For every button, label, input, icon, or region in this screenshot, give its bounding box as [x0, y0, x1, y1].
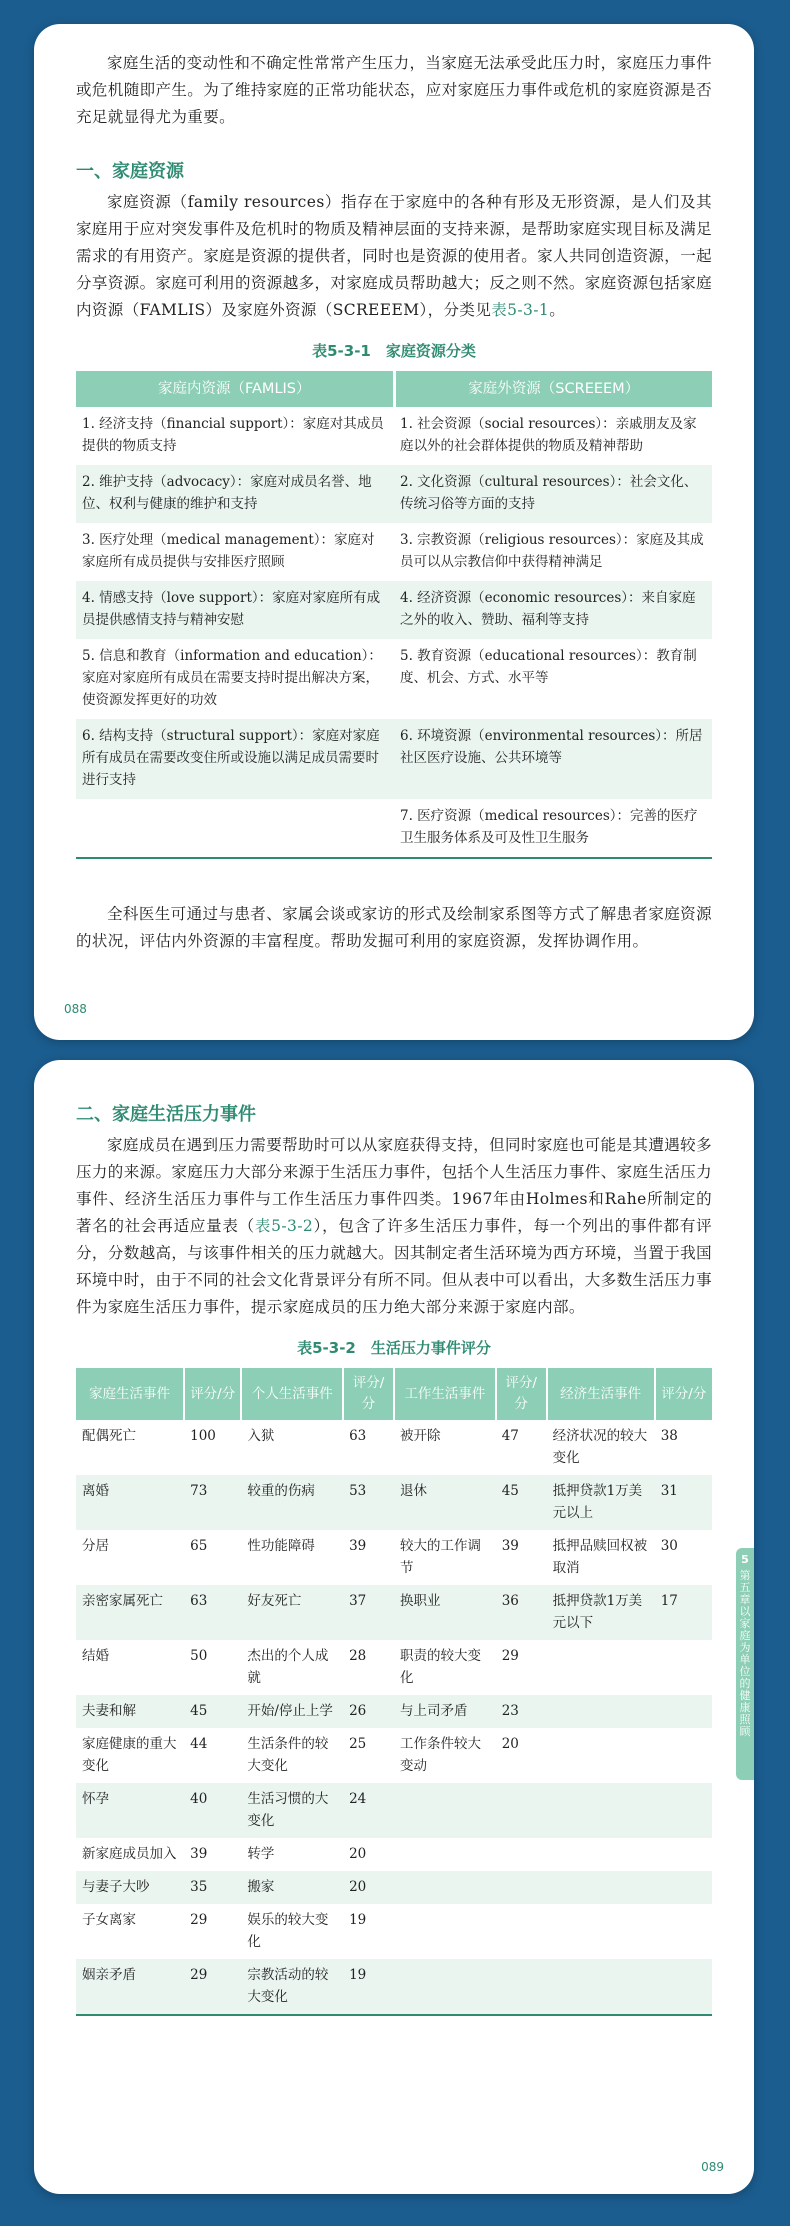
table-row [76, 1695, 712, 1728]
score-cell: 50 [190, 1648, 208, 1664]
table-row [76, 1904, 712, 1959]
intro-paragraph: 家庭生活的变动性和不确定性常常产生压力，当家庭无法承受此压力时，家庭压力事件或危机随即产生。为了维持家庭的正常功能状态，应对家庭压力事件或危机的家庭资源是否充足就显得尤为重要。 [76, 54, 713, 126]
event-cell [394, 1783, 496, 1838]
table-row [76, 1475, 712, 1530]
table-row [76, 1585, 712, 1640]
score-cell [496, 1783, 547, 1838]
score-cell: 53 [343, 1475, 394, 1530]
event-cell: 性功能障碍 [247, 1538, 315, 1554]
score-cell [496, 1959, 547, 2015]
event-cell: 好友死亡 [241, 1585, 343, 1640]
event-cell [547, 1695, 655, 1728]
score-cell: 47 [501, 1428, 519, 1444]
event-cell: 退休 [394, 1475, 496, 1530]
event-cell: 抵押贷款1万美元以下 [547, 1585, 655, 1640]
table-row [76, 465, 712, 523]
score-cell [655, 1959, 712, 2015]
score-cell: 38 [660, 1428, 678, 1444]
header-screeem: 家庭外资源（SCREEEM） [394, 371, 712, 407]
table-cell: 1. 经济支持（financial support）：家庭对其成员提供的物质支持 [82, 416, 384, 454]
page-088 [34, 24, 754, 1040]
event-cell [547, 1904, 655, 1959]
event-cell [547, 1783, 655, 1838]
score-cell: 29 [190, 1912, 208, 1928]
event-cell: 与上司矛盾 [394, 1695, 496, 1728]
event-cell: 杰出的个人成就 [247, 1648, 329, 1686]
header-work-events: 工作生活事件 [394, 1368, 496, 1420]
event-cell: 入狱 [247, 1428, 275, 1444]
score-cell: 45 [184, 1695, 241, 1728]
header-score: 评分/分 [343, 1368, 394, 1420]
event-cell: 结婚 [82, 1648, 109, 1664]
score-cell: 20 [349, 1846, 367, 1862]
life-stress-events-table [76, 1368, 712, 2016]
table-row [76, 1530, 712, 1585]
score-cell [655, 1695, 712, 1728]
chapter-title: 第五章 以家庭为单位的健康照顾 [739, 1569, 751, 1738]
score-cell [655, 1640, 712, 1695]
score-cell: 19 [343, 1959, 394, 2015]
score-cell [655, 1838, 712, 1871]
table-cell: 4. 情感支持（love support）：家庭对家庭所有成员提供感情支持与精神安慰 [76, 581, 394, 639]
event-cell [394, 1959, 496, 2015]
event-cell: 较大的工作调节 [399, 1538, 481, 1576]
event-cell [547, 1871, 655, 1904]
event-cell: 娱乐的较大变化 [247, 1912, 329, 1950]
table-cell: 3. 宗教资源（religious resources）：家庭及其成员可以从宗教信仰中获得精神满足 [400, 532, 704, 570]
score-cell: 65 [190, 1538, 208, 1554]
score-cell: 45 [496, 1475, 547, 1530]
event-cell: 子女离家 [82, 1912, 136, 1928]
table-cell: 5. 信息和教育（information and education）：家庭对家庭所有成员在需要支持时提出解决方案，使资源发挥更好的功效 [82, 648, 382, 708]
outro-paragraph: 全科医生可通过与患者、家属会谈或家访的形式及绘制家系图等方式了解患者家庭资源的状况，评估内外资源的丰富程度。帮助发掘可利用的家庭资源，发挥协调作用。 [76, 905, 712, 950]
event-cell [547, 1728, 655, 1783]
paragraph-end: 。 [549, 301, 566, 319]
score-cell: 63 [349, 1428, 367, 1444]
event-cell: 配偶死亡 [82, 1428, 136, 1444]
score-cell: 24 [343, 1783, 394, 1838]
score-cell: 73 [184, 1475, 241, 1530]
chapter-side-tab [736, 1548, 754, 1780]
stress-events-paragraph [76, 1132, 712, 1321]
table-row [76, 1728, 712, 1783]
score-cell [655, 1871, 712, 1904]
table-caption: 表5-3-2 生活压力事件评分 [297, 1339, 491, 1357]
section-title-family-resources: 一、家庭资源 [76, 161, 184, 182]
event-cell [394, 1838, 496, 1871]
score-cell: 36 [496, 1585, 547, 1640]
header-score: 评分/分 [496, 1368, 547, 1420]
score-cell: 28 [349, 1648, 367, 1664]
event-cell [547, 1640, 655, 1695]
header-family-events: 家庭生活事件 [76, 1368, 184, 1420]
score-cell: 39 [501, 1538, 519, 1554]
score-cell [655, 1904, 712, 1959]
score-cell: 31 [655, 1475, 712, 1530]
table-ref-link[interactable]: 表5-3-1 [491, 301, 550, 319]
event-cell: 搬家 [241, 1871, 343, 1904]
table-row [76, 1959, 712, 2015]
event-cell: 分居 [82, 1538, 109, 1554]
event-cell: 家庭健康的重大变化 [82, 1736, 177, 1774]
score-cell: 20 [501, 1736, 519, 1752]
table-row [76, 1871, 712, 1904]
chapter-number: 5 [741, 1553, 749, 1566]
table-cell: 5. 教育资源（educational resources）：教育制度、机会、方式、水平等 [400, 648, 697, 686]
page-089 [34, 1060, 754, 2194]
header-score: 评分/分 [655, 1368, 712, 1420]
score-cell [496, 1904, 547, 1959]
score-cell: 35 [184, 1871, 241, 1904]
table-row [76, 581, 712, 639]
event-cell: 被开除 [399, 1428, 441, 1444]
score-cell [496, 1871, 547, 1904]
event-cell: 夫妻和解 [76, 1695, 184, 1728]
table-cell: 4. 经济资源（economic resources）：来自家庭之外的收入、赞助、福利等支持 [394, 581, 712, 639]
score-cell: 26 [343, 1695, 394, 1728]
event-cell: 姻亲矛盾 [76, 1959, 184, 2015]
table-row [76, 523, 712, 581]
table-cell: 6. 结构支持（structural support）：家庭对家庭所有成员在需要改变住所或设施以满足成员需要时进行支持 [76, 719, 394, 799]
score-cell [496, 1838, 547, 1871]
score-cell: 40 [184, 1783, 241, 1838]
table-cell [76, 799, 394, 858]
event-cell: 转学 [247, 1846, 275, 1862]
paragraph-text-continued: ），包含了许多生活压力事件，每一个列出的事件都有评分，分数越高，与该事件相关的压力就越大。因其制定者生活环境为西方环境，当置于我国环境中时，由于不同的社会文化背景评分有所不同。但从表中可以看出，大多数生活压力事件为家庭生活压力事件，提示家庭成员的压力绝大部分来源于家庭内部。 [76, 1217, 713, 1316]
score-cell: 19 [349, 1912, 367, 1928]
table-row [76, 1640, 712, 1695]
page-number: 088 [64, 1002, 87, 1016]
family-resources-paragraph [76, 189, 712, 324]
table-row [76, 719, 712, 799]
score-cell: 100 [190, 1428, 216, 1444]
header-personal-events: 个人生活事件 [241, 1368, 343, 1420]
score-cell: 39 [349, 1538, 367, 1554]
event-cell [547, 1838, 655, 1871]
table-row [76, 1420, 712, 1475]
event-cell: 换职业 [394, 1585, 496, 1640]
event-cell: 生活习惯的大变化 [241, 1783, 343, 1838]
table-caption: 表5-3-1 家庭资源分类 [312, 342, 476, 360]
score-cell: 37 [343, 1585, 394, 1640]
score-cell: 29 [501, 1648, 519, 1664]
event-cell: 工作条件较大变动 [399, 1736, 481, 1774]
table-cell: 1. 社会资源（social resources）：亲戚朋友及家庭以外的社会群体提供的物质及精神帮助 [400, 416, 697, 454]
score-cell: 63 [184, 1585, 241, 1640]
section-title-stress-events: 二、家庭生活压力事件 [76, 1104, 256, 1125]
event-cell: 较重的伤病 [241, 1475, 343, 1530]
score-cell: 39 [190, 1846, 208, 1862]
event-cell: 职责的较大变化 [399, 1648, 481, 1686]
paragraph-text: 家庭资源（family resources）指存在于家庭中的各种有形及无形资源，是人们及其家庭用于应对突发事件及危机时的物质及精神层面的支持来源，是帮助家庭实现目标及满足需求的有用资产。家庭是资源的提供者，同时也是资源的使用者。家人共同创造资源，一起分享资源。家庭可利用的资源越多，对家庭成员帮助越大；反之则不然。家庭资源包括家庭内资源（FAMLIS）及家庭外资源（SCREEEM），分类见 [76, 193, 713, 319]
table-cell: 2. 维护支持（advocacy）：家庭对成员名誉、地位、权利与健康的维护和支持 [76, 465, 394, 523]
event-cell [547, 1959, 655, 2015]
event-cell: 经济状况的较大变化 [552, 1428, 648, 1466]
table-row [76, 1838, 712, 1871]
table-ref-link[interactable]: 表5-3-2 [254, 1217, 314, 1235]
event-cell: 生活条件的较大变化 [247, 1736, 329, 1774]
event-cell: 抵押贷款1万美元以上 [547, 1475, 655, 1530]
table-row [76, 639, 712, 719]
score-cell: 20 [343, 1871, 394, 1904]
score-cell: 44 [190, 1736, 208, 1752]
paragraph-text: 家庭成员在遇到压力需要帮助时可以从家庭获得支持，但同时家庭也可能是其遭遇较多压力的来源。家庭压力大部分来源于生活压力事件，包括个人生活压力事件、家庭生活压力事件、经济生活压力事件与工作生活压力事件四类。1967年由Holmes和Rahe所制定的著名的社会再适应量表（ [76, 1136, 713, 1235]
table-cell: 7. 医疗资源（medical resources）：完善的医疗卫生服务体系及可及性卫生服务 [400, 808, 698, 846]
table-row [76, 407, 712, 465]
header-famlis: 家庭内资源（FAMLIS） [76, 371, 394, 407]
table-cell: 2. 文化资源（cultural resources）：社会文化、传统习俗等方面的支持 [394, 465, 712, 523]
event-cell: 抵押品赎回权被取消 [552, 1538, 648, 1576]
event-cell: 离婚 [76, 1475, 184, 1530]
event-cell [394, 1904, 496, 1959]
event-cell [394, 1871, 496, 1904]
event-cell: 与妻子大吵 [76, 1871, 184, 1904]
table-row [76, 1783, 712, 1838]
score-cell: 17 [655, 1585, 712, 1640]
header-economic-events: 经济生活事件 [547, 1368, 655, 1420]
score-cell: 30 [660, 1538, 678, 1554]
score-cell: 23 [496, 1695, 547, 1728]
family-resources-table [76, 371, 712, 859]
score-cell [655, 1728, 712, 1783]
table-cell: 3. 医疗处理（medical management）：家庭对家庭所有成员提供与安排医疗照顾 [82, 532, 375, 570]
page-number: 089 [701, 2160, 724, 2174]
score-cell [655, 1783, 712, 1838]
header-score: 评分/分 [184, 1368, 241, 1420]
score-cell: 29 [184, 1959, 241, 2015]
event-cell: 开始/停止上学 [241, 1695, 343, 1728]
event-cell: 新家庭成员加入 [82, 1846, 177, 1862]
event-cell: 怀孕 [76, 1783, 184, 1838]
table-cell: 6. 环境资源（environmental resources）：所居社区医疗设施、公共环境等 [394, 719, 712, 799]
score-cell: 25 [349, 1736, 367, 1752]
event-cell: 宗教活动的较大变化 [241, 1959, 343, 2015]
table-row [76, 799, 712, 858]
event-cell: 亲密家属死亡 [76, 1585, 184, 1640]
